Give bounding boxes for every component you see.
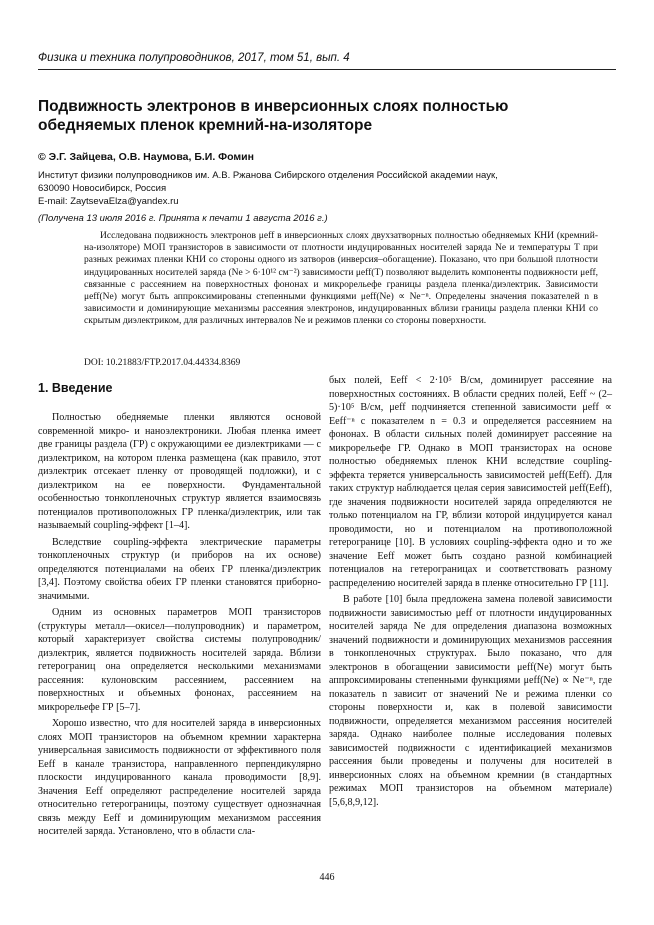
title-line-2: обедняемых пленок кремний-на-изоляторе [38, 117, 373, 134]
section-title: 1. Введение [38, 381, 113, 395]
doi[interactable]: DOI: 10.21883/FTP.2017.04.44334.8369 [84, 358, 241, 368]
paragraph: Вследствие coupling-эффекта электрические параметры тонкопленочных структур (и приборов на их основе) определяются потенциалами на обеих ГР пленка/диэлектрик [3,4]. Поэтому свойства обеих ГР пленки становятся приборно-значимыми. [38, 536, 321, 602]
paragraph: Полностью обедняемые пленки являются основой современной микро- и наноэлектроники. Любая пленка имеет две границы раздела (ГР) с окружающими ее диэлектриками — с диэлектриком, на котором пленка размещена (как правило, этот диэлектрик отсекает пленку от проводящей подложки), и с диэлектриком на ее поверхности. Фундаментальной особенностью тонкопленочных структур является взаимосвязь потенциалов противоположных ГР пленка/диэлектрик, или так называемый coupling-эффект [1–4]. [38, 412, 321, 531]
running-head: Физика и техника полупроводников, 2017, том 51, вып. 4 [38, 52, 616, 70]
affiliation-line-1: Институт физики полупроводников им. А.В. Ржанова Сибирского отделения Российской академии наук, [38, 170, 498, 181]
authors: © Э.Г. Зайцева, О.В. Наумова, Б.И. Фомин [38, 151, 254, 163]
abstract [84, 230, 598, 328]
received-dates: (Получена 13 июля 2016 г. Принята к печати 1 августа 2016 г.) [38, 213, 328, 224]
paragraph: Хорошо известно, что для носителей заряда в инверсионных слоях МОП транзисторов на объемном кремнии характерна универсальная зависимость подвижности от эффективного поля Eeff в канале транзистора, направленного перпендикулярно плоскости индуцированного канала проводимости [8,9]. Значения Eeff определяют распределение носителей заряда относительно гетерограницы, поэтому существует однозначная связь между Eeff и доминирующим механизмом рассеяния носителей заряда. Установлено, что в области сла- [38, 718, 321, 837]
email-address[interactable]: E-mail: ZaytsevaElza@yandex.ru [38, 196, 179, 207]
paragraph: Одним из основных параметров МОП транзисторов (структуры металл—окисел—полупроводник) и параметром, который характеризует свойства системы полупроводник/диэлектрик, является подвижность носителей заряда. Вблизи гетерограниц она определяется несколькими механизмами рассеяния: кулоновским рассеянием, рассеянием на поверхностных и объемных фононах, рассеянием на микрорельефе ГР [5–7]. [38, 607, 321, 713]
paragraph: В работе [10] была предложена замена полевой зависимости подвижности зависимостью μeff от плотности индуцированных носителей заряда Ne для определения диапазона возможных значений подвижности и доминирующих механизмов рассеяния в тонкопленочных структурах. Было показано, что для электронов в обогащении зависимости μeff(Ne) могут быть аппроксимированы степенными функциями μeff(Ne) ∝ Ne⁻ⁿ, где показатель n зависит от значений Ne и режима пленки со стороны поверхности и, как в полевой зависимости подвижности, определяется механизмом рассеяния носителей заряда. Однако наиболее полные исследования полевых зависимостей подвижности с идентификацией механизмов рассеяния были проведены и получены для носителей в инверсионных слоях на объемном кремнии (в стандартных режимах МОП транзисторов на объемном материале) [5,6,8,9,12]. [329, 594, 612, 808]
page-number: 446 [319, 872, 335, 883]
affiliation [38, 170, 598, 195]
right-column [329, 374, 612, 812]
abstract-text: Исследована подвижность электронов μeff в инверсионных слоях двухзатворных полностью обедняемых КНИ (кремний-на-изоляторе) МОП транзисторов в зависимости от плотности индуцированных носителей заряда Ne и температуры T при разных режимах пленки КНИ со стороны одного из затворов (инверсия–обогащение). Показано, что при большой плотности индуцированных носителей заряда (Ne > 6·10¹² см⁻²) зависимости μeff(T) позволяют выделить компоненты подвижности μeff, связанные с рассеянием на поверхностных фононах и микрорельефе границы раздела пленка/диэлектрик. Зависимости μeff(Ne) могут быть аппроксимированы степенными функциями μeff(Ne) ∝ Ne⁻ⁿ. Определены значения показателей n в зависимости и доминирующие механизмы рассеяния электронов, индуцированных вблизи границы раздела пленки КНИ со скрытым диэлектриком, для различных интервалов Ne и режимов пленки со стороны поверхности. [84, 231, 598, 327]
left-column [38, 374, 321, 842]
paragraph: бых полей, Eeff < 2·10⁵ В/см, доминирует рассеяние на поверхностных состояниях. В области средних полей, Eeff ~ (2–5)·10⁵ В/см, μeff подчиняется степенной зависимости μeff ∝ Eeff⁻ⁿ с показателем n = 0.3 и определяется рассеянием на фононах. В области сильных полей доминирует рассеяние на микрорельефе ГР. Однако в МОП транзисторах на основе полностью обедняемых пленок КНИ вследствие coupling-эффекта теряется универсальность зависимостей μeff(Eeff). Для таких структур наблюдается целая серия зависимостей μeff(Eeff), где значения подвижности носителей заряда определяются не только потенциалом на ГР, вблизи которой индуцируется канал проводимости, но и потенциалом на противоположной гетерогранице [10]. В условиях coupling-эффекта одно и то же значение Eeff может быть создано разной комбинацией потенциалов на гетерограницах и соответствовать разному распределению носителей заряда в пленке относительно ГР [11]. [329, 375, 612, 589]
article-title [38, 97, 598, 135]
affiliation-line-2: 630090 Новосибирск, Россия [38, 182, 167, 194]
title-line-1: Подвижность электронов в инверсионных слоях полностью [38, 98, 509, 115]
